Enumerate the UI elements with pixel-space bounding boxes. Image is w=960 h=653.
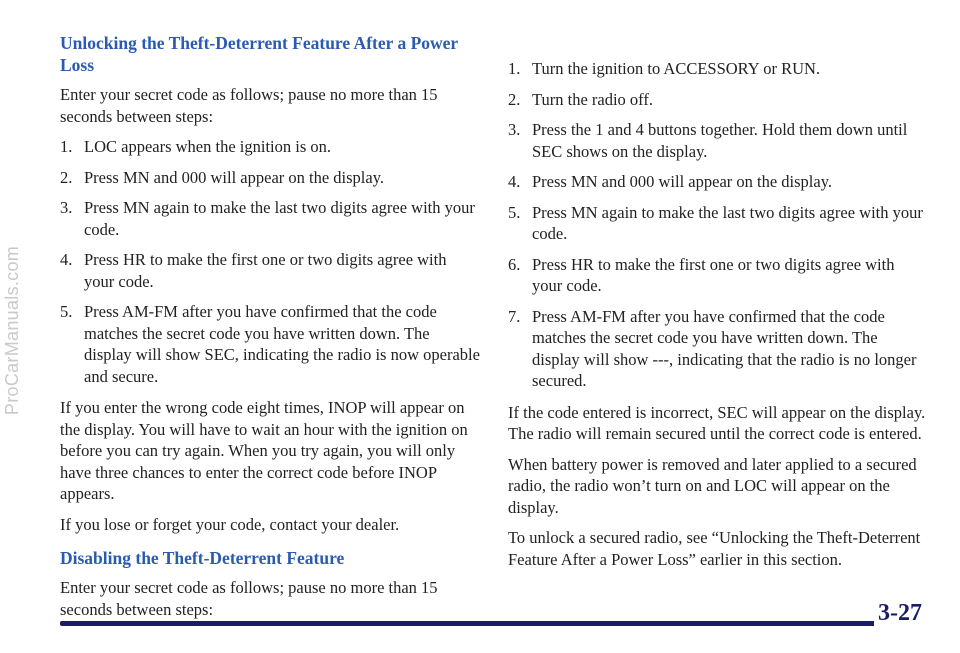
step-text: Press MN again to make the last two digits agree with your code. [532, 202, 923, 243]
list-item [508, 306, 928, 392]
list-item [508, 58, 928, 80]
list-item [60, 136, 480, 158]
list-item [60, 249, 480, 292]
step-number: 4. [508, 172, 521, 191]
step-number: 7. [508, 306, 521, 326]
step-number: 1. [508, 59, 521, 78]
step-number: 2. [508, 89, 521, 109]
step-number: 5. [60, 302, 73, 321]
heading-unlocking: Unlocking the Theft-Deterrent Feature After a Power Loss [60, 33, 458, 75]
lose-code-paragraph: If you lose or forget your code, contact your dealer. [60, 514, 400, 534]
step-text: LOC appears when the ignition is on. [84, 137, 332, 156]
incorrect-code-paragraph: If the code entered is incorrect, SEC will appear on the display. The radio will remain secured until the correct code is entered. [508, 402, 926, 443]
watermark-text: ProCarManuals.com [2, 245, 23, 415]
step-text: Press HR to make the first one or two digits agree with your code. [84, 250, 447, 291]
page-number: 3-27 [874, 600, 922, 627]
intro-paragraph-2: Enter your secret code as follows; pause no more than 15 seconds between steps: [60, 578, 438, 619]
list-item [60, 197, 480, 240]
step-number: 3. [508, 120, 521, 139]
step-text: Press MN and 000 will appear on the display. [84, 167, 385, 187]
step-number: 1. [60, 137, 73, 156]
unlock-steps-list [60, 136, 480, 387]
inop-paragraph: If you enter the wrong code eight times, INOP will appear on the display. You will have to wait an hour with the ignition on before you can try again. When you try again, you will only have three chances to enter the correct code before INOP appears. [60, 398, 468, 503]
step-number: 2. [60, 167, 73, 187]
step-text: Turn the radio off. [532, 89, 653, 109]
heading-disabling: Disabling the Theft-Deterrent Feature [60, 548, 345, 568]
step-text: Press AM-FM after you have confirmed that the code matches the secret code you have written down. The display will show SEC, indicating the radio is now operable and secure. [84, 302, 480, 386]
left-column [60, 32, 480, 629]
list-item [508, 89, 928, 111]
unlock-reference-paragraph: To unlock a secured radio, see “Unlocking the Theft-Deterrent Feature After a Power Loss” earlier in this section. [508, 528, 921, 569]
step-number: 6. [508, 254, 521, 274]
list-item [508, 254, 928, 297]
step-number: 3. [60, 198, 73, 217]
step-number: 4. [60, 250, 73, 269]
step-text: Press MN and 000 will appear on the display. [532, 172, 833, 191]
right-column [508, 58, 928, 579]
step-text: Press the 1 and 4 buttons together. Hold them down until SEC shows on the display. [532, 120, 908, 161]
watermark [2, 30, 24, 630]
list-item [60, 301, 480, 387]
battery-paragraph: When battery power is removed and later applied to a secured radio, the radio won’t turn on and LOC will appear on the display. [508, 454, 917, 517]
list-item [508, 171, 928, 193]
step-text: Press AM-FM after you have confirmed that the code matches the secret code you have written down. The display will show ---, indicating that the radio is no longer secured. [532, 306, 917, 390]
footer-rule [60, 621, 912, 626]
list-item [508, 202, 928, 245]
step-text: Turn the ignition to ACCESSORY or RUN. [532, 59, 821, 78]
intro-paragraph: Enter your secret code as follows; pause no more than 15 seconds between steps: [60, 85, 438, 126]
step-number: 5. [508, 202, 521, 222]
step-text: Press MN again to make the last two digits agree with your code. [84, 198, 475, 239]
list-item [508, 119, 928, 162]
step-text: Press HR to make the first one or two digits agree with your code. [532, 254, 895, 295]
disable-steps-list [508, 58, 928, 392]
list-item [60, 167, 480, 189]
